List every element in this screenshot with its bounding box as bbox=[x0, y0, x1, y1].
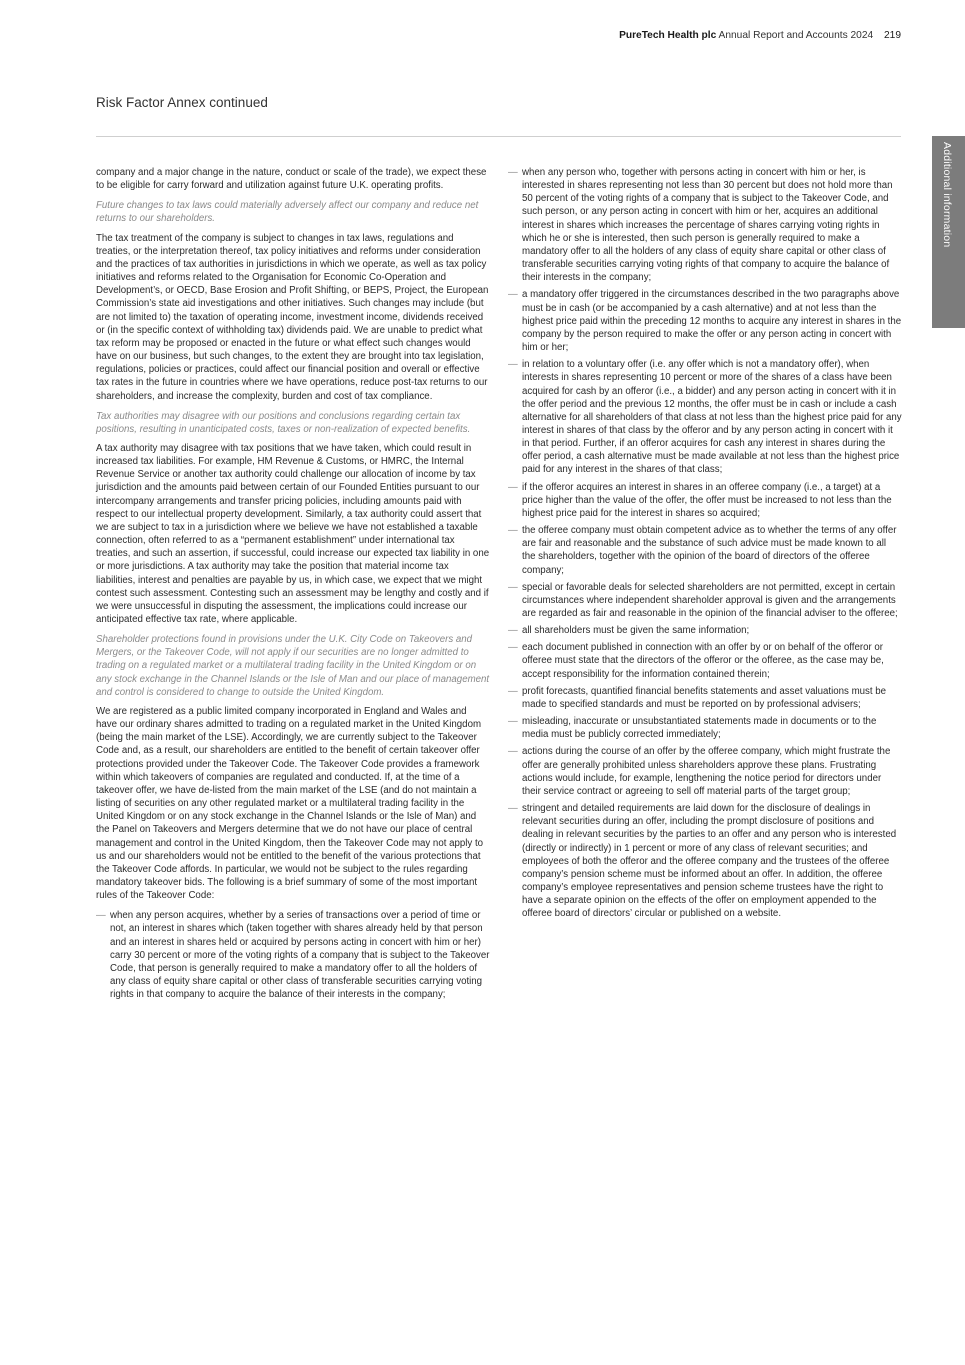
list-item bbox=[508, 685, 902, 711]
dash-bullet-icon: — bbox=[508, 167, 518, 178]
header-divider bbox=[96, 136, 901, 137]
list-item-text: a mandatory offer triggered in the circumstances described in the two paragraphs above must be in cash (or be accompanied by a cash alternative) and at not less than the highest price paid within the preceding 12 months to acquire any interest in shares in the company by the person required to make the offer or any person acting in concert with him or her; bbox=[522, 289, 902, 354]
paragraph: A tax authority may disagree with tax positions that we have taken, which could result in increased tax liabilities. For example, HM Revenue & Customs, or HMRC, the Internal Revenue Service or another tax authority could challenge our allocation of income by tax jurisdiction and the amounts paid between certain of our Founded Entities pursuant to our intercompany arrangements and transfer pricing policies, including amounts paid with respect to our intellectual property development. Similarly, a tax authority could assert that we are subject to tax in a jurisdiction where we believe we have not established a taxable connection, often referred to as a “permanent establishment” under international tax treaties, and such an assertion, if successful, could increase our expected tax liability in one or more jurisdictions. A tax authority may take the position that material income tax liabilities, interest and penalties are payable by us, in which case, we expect that we might contest such assessment. Contesting such an assessment may be lengthy and costly and if we were unsuccessful in disputing the assessment, the implications could increase our anticipated effective tax rate, where applicable. bbox=[96, 442, 490, 625]
dash-bullet-icon: — bbox=[508, 625, 518, 637]
list-item-text: when any person acquires, whether by a series of transactions over a period of time or not, an interest in shares which (taken together with shares already held by that person and an interest in shares held or acquired by persons acting in concert with him or her) carry 30 percent or more of the voting rights of a company that is subject to the Takeover Code, that person is generally required to make a mandatory offer to all the holders of any class of equity share capital or other class of transferable securities carrying voting rights in that company to acquire the balance of their interests in the company; bbox=[110, 910, 490, 1001]
list-item bbox=[508, 166, 902, 284]
dash-bullet-icon: — bbox=[508, 746, 518, 758]
paragraph: company and a major change in the nature, conduct or scale of the trade), we expect these to be eligible for carry forward and utilization against future U.K. operating profits. bbox=[96, 167, 487, 192]
list-item bbox=[508, 524, 902, 577]
side-tab[interactable] bbox=[932, 136, 965, 328]
dash-bullet-icon: — bbox=[508, 359, 518, 371]
list-item bbox=[508, 358, 902, 476]
side-tab-label: Additional information bbox=[941, 142, 953, 248]
list-item bbox=[508, 802, 902, 920]
list-item bbox=[508, 745, 902, 798]
list-item-text: special or favorable deals for selected shareholders are not permitted, except in certain circumstances where independent shareholder approval is given and the arrangements are regarded as fair and reasonable in the opinion of the financial adviser to the offeree; bbox=[522, 581, 898, 619]
dash-bullet-icon: — bbox=[508, 716, 518, 728]
list-item bbox=[508, 481, 902, 520]
list-item bbox=[508, 288, 902, 354]
bullet-list bbox=[96, 909, 490, 1001]
list-item-text: stringent and detailed requirements are laid down for the disclosure of dealings in relevant securities during an offer, including the prompt disclosure of positions and dealing in relevant securities by the parties to an offer and any person who is interested (directly or indirectly) in 1 percent or more of any class of relevant securities; and employees of both the offeror and the offeree company and the trustees of the offeree company’s pension scheme must be informed about an offer. In addition, the offeree company’s employee representatives and pension scheme trustees have the right to have a separate opinion on the effects of the offer on employment appended to the offeree board of directors’ circular or published on a website. bbox=[522, 803, 897, 920]
paragraph: The tax treatment of the company is subject to changes in tax laws, regulations and treaties, or the interpretation thereof, tax policy initiatives and reforms under consideration and the practices of tax authorities in jurisdictions in which we operate, as well as tax policy initiatives and reforms related to the Organisation for Economic Co-Operation and Development’s, or OECD, Base Erosion and Profit Shifting, or BEPS, Project, the European Commission’s state aid investigations and other initiatives. Such changes may include (but are not limited to) the taxation of operating income, investment income, dividends received or (in the specific context of withholding tax) dividends paid. We are unable to predict what tax reform may be proposed or enacted in the future or what effect such changes would have on our business, but such changes, to the extent they are brought into tax legislation, regulations, policies or practices, could affect our financial position and overall or effective tax rates in the future in countries where we have operations, reduce post-tax returns to our shareholders, and increase the complexity, burden and cost of tax compliance. bbox=[96, 232, 489, 402]
section-title: Risk Factor Annex continued bbox=[96, 95, 268, 110]
list-item-text: profit forecasts, quantified financial benefits statements and asset valuations must be made to specified standards and must be reported on by professional advisers; bbox=[522, 685, 887, 710]
risk-subheading: Tax authorities may disagree with our positions and conclusions regarding certain tax positions, resulting in unanticipated costs, taxes or non-realization of expected benefits. bbox=[96, 410, 471, 435]
dash-bullet-icon: — bbox=[508, 581, 518, 593]
list-item-text: each document published in connection with an offer by or on behalf of the offeror or offeree must state that the directors of the offeror or the offeree, as the case may be, accept responsibility for the information contained therein; bbox=[522, 642, 884, 680]
risk-subheading: Future changes to tax laws could materially adversely affect our company and reduce net returns to our shareholders. bbox=[96, 200, 479, 225]
list-item-text: when any person who, together with persons acting in concert with him or her, is interested in shares representing not less than 30 percent but does not hold more than 50 percent of the voting rights of a company that is subject to the Takeover Code, and such person, or any person acting in concert with him or her, acquires an additional interest in shares which increases the percentage of shares carrying voting rights in which he or she is interested, then such person is generally required to make a mandatory offer to all the holders of any class of equity share capital or other class of transferable securities carrying voting rights of that company to acquire the balance of their interests in the company; bbox=[522, 167, 893, 284]
report-title: Annual Report and Accounts 2024 bbox=[718, 30, 874, 41]
dash-bullet-icon: — bbox=[508, 803, 518, 815]
dash-bullet-icon: — bbox=[508, 525, 518, 537]
dash-bullet-icon: — bbox=[96, 910, 106, 922]
list-item-text: actions during the course of an offer by the offeree company, which might frustrate the offer are generally prohibited unless shareholders approve these plans. Frustrating actions would include, for example, lengthening the notice period for directors under their service contract or agreeing to sell off material parts of the target group; bbox=[522, 746, 891, 797]
dash-bullet-icon: — bbox=[508, 481, 518, 493]
paragraph: We are registered as a public limited company incorporated in England and Wales and have our ordinary shares admitted to trading on a regulated market in the United Kingdom (being the main market of the LSE). Accordingly, we are currently subject to the Takeover Code and, as a result, our shareholders are entitled to the benefit of certain takeover offer protections provided under the Takeover Code. The Takeover Code provides a framework within which takeovers of companies are regulated and conducted. If, at the time of a takeover offer, we have de-listed from the main market of the LSE (and do not maintain a listing of securities on any other regulated market or a multilateral trading facility in the United Kingdom or on any stock exchange in the Channel Islands or the Isle of Man) and the Panel on Takeovers and Mergers determine that we do not have our place of central management and control in the United Kingdom, then the Takeover Code may not apply to us and our shareholders would not be entitled to the benefit of the various protections that the Takeover Code affords. In particular, we would not be subject to the rules regarding mandatory takeover bids. The following is a brief summary of some of the most important rules of the Takeover Code: bbox=[96, 705, 484, 902]
list-item bbox=[508, 715, 902, 741]
company-name: PureTech Health plc bbox=[619, 30, 717, 41]
list-item-text: misleading, inaccurate or unsubstantiated statements made in documents or to the media must be publicly corrected immediately; bbox=[522, 716, 877, 741]
list-item bbox=[508, 624, 902, 637]
dash-bullet-icon: — bbox=[508, 685, 518, 697]
risk-subheading: Shareholder protections found in provisions under the U.K. City Code on Takeovers and Mergers, or the Takeover Code, will not apply if our securities are no longer admitted to trading on a regulated market or a multilateral trading facility in the United Kingdom or on any stock exchange in the Channel Islands or the Isle of Man and our place of management and control is considered to change to outside the United Kingdom. bbox=[96, 634, 490, 698]
list-item bbox=[508, 641, 902, 680]
left-column bbox=[96, 166, 490, 1005]
bullet-list bbox=[508, 166, 902, 920]
list-item-text: in relation to a voluntary offer (i.e. any offer which is not a mandatory offer), when interests in shares representing 10 percent or more of the shares of a class have been acquired for cash by an offeror (i.e., a bidder) and any person acting in concert with it in the offer period and the previous 12 months, the offer must be in cash or include a cash alternative for all shareholders of that class at not less than the highest price paid for any interest in shares of that class by the offeror and by any person acting in concert with it in that period. Further, if an offeror acquires for cash any interest in shares during the offer period, a cash alternative must be made available at not less than the highest price paid for any interest in the shares of that class; bbox=[522, 359, 902, 476]
dash-bullet-icon: — bbox=[508, 289, 518, 301]
right-column bbox=[508, 166, 902, 924]
list-item-text: the offeree company must obtain competent advice as to whether the terms of any offer are fair and reasonable and the substance of such advice must be made known to all the shareholders, together with the opinion of the board of directors of the offeree company; bbox=[522, 525, 897, 576]
dash-bullet-icon: — bbox=[508, 642, 518, 654]
list-item bbox=[508, 581, 902, 620]
page-number: 219 bbox=[884, 30, 901, 41]
list-item bbox=[96, 909, 490, 1001]
list-item-text: if the offeror acquires an interest in shares in an offeree company (i.e., a target) at a price higher than the value of the offer, the offer must be increased to not less than the highest price paid for the interest in shares so acquired; bbox=[522, 481, 892, 519]
running-header bbox=[619, 30, 901, 41]
list-item-text: all shareholders must be given the same information; bbox=[522, 625, 750, 637]
